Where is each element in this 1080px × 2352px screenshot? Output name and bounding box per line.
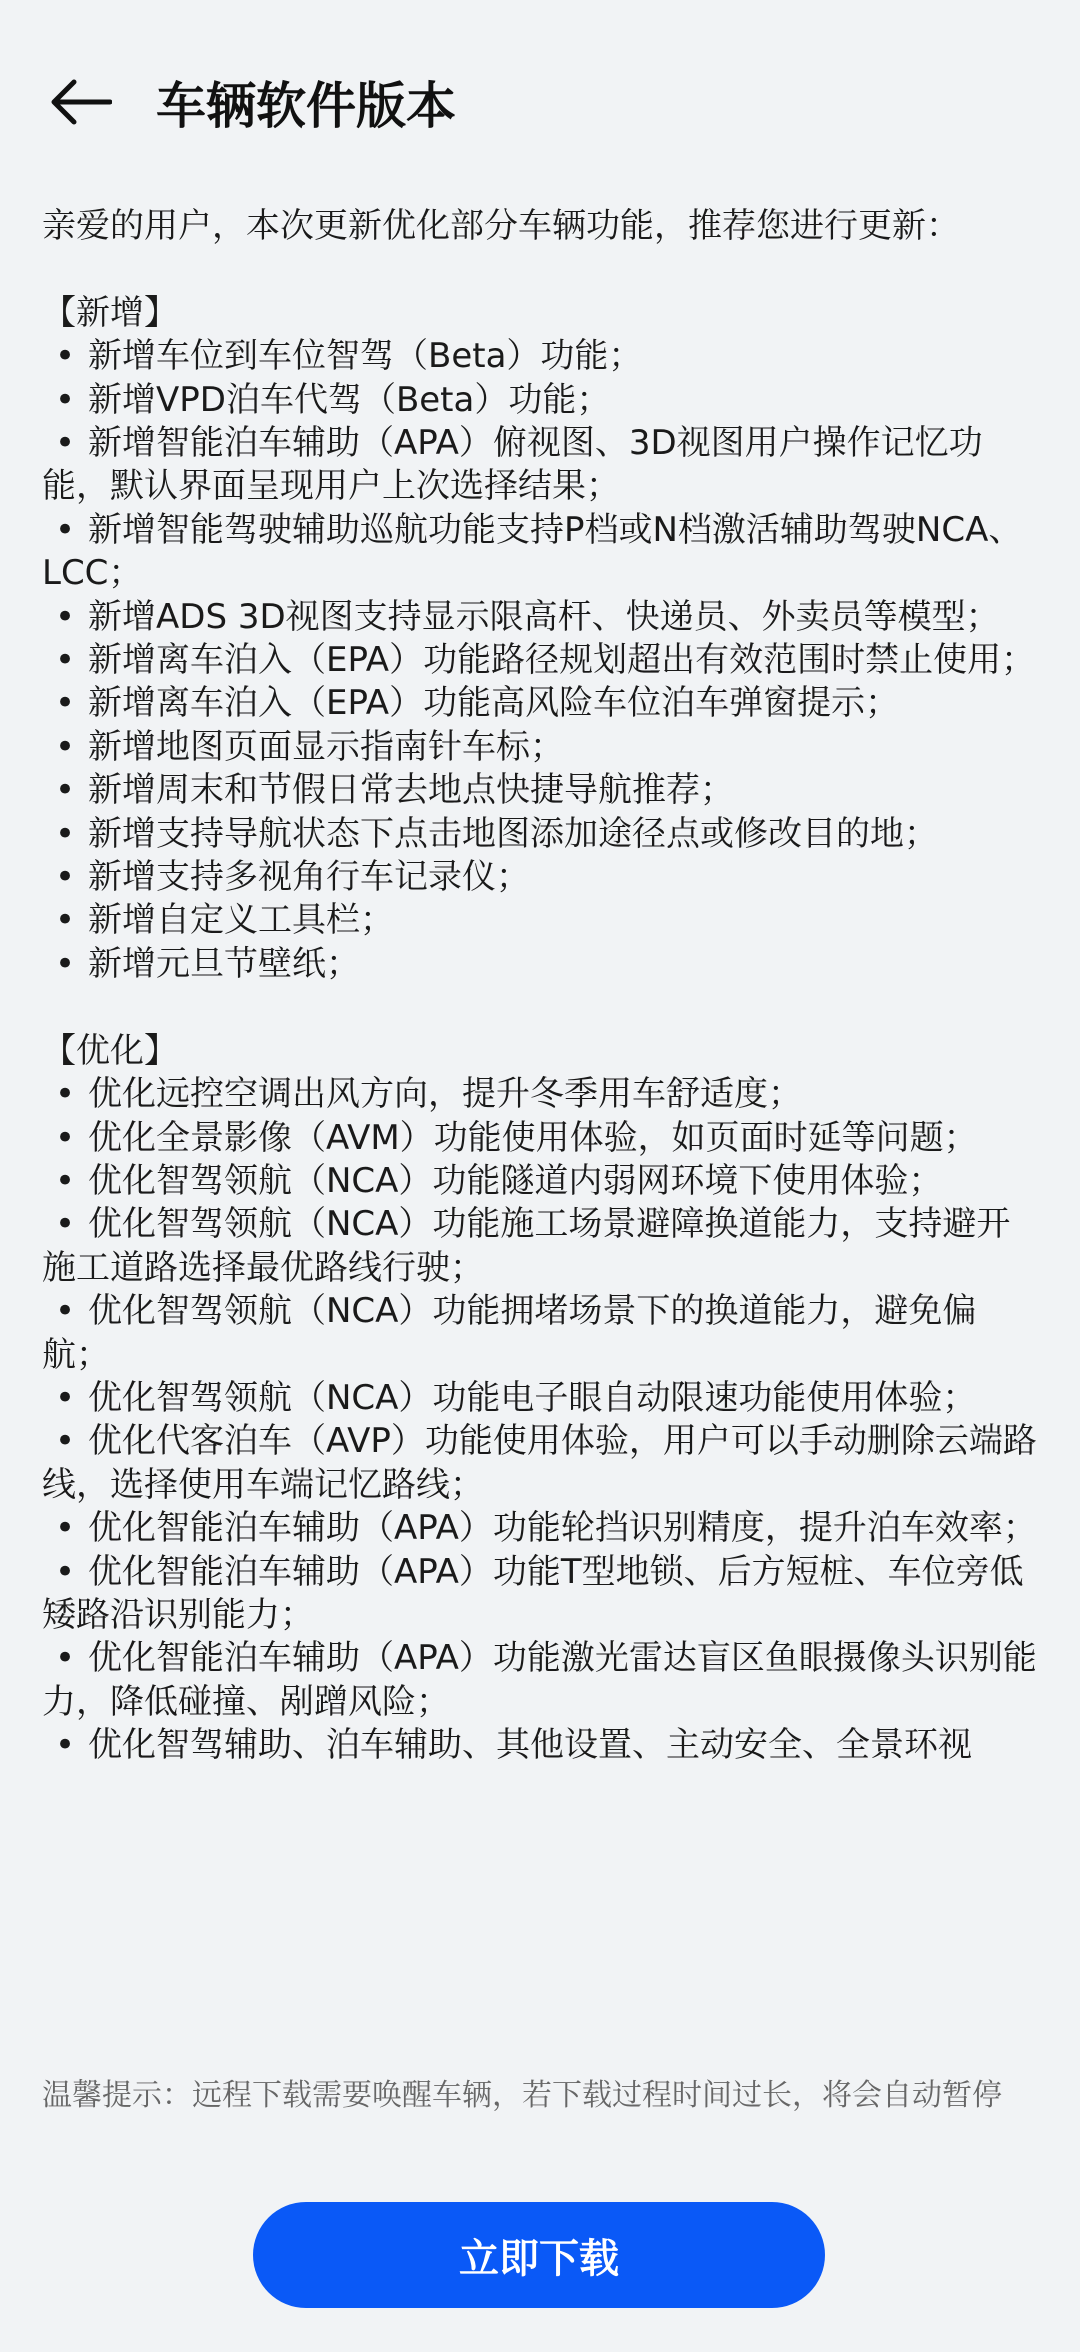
list-item: • 优化智驾领航（NCA）功能施工场景避障换道能力，支持避开施工道路选择最优路线行驶；: [42, 1204, 1011, 1288]
intro-text: 亲爱的用户，本次更新优化部分车辆功能，推荐您进行更新：: [42, 206, 960, 246]
list-item: • 优化远控空调出风方向，提升冬季用车舒适度；: [42, 1073, 1042, 1116]
back-button[interactable]: [40, 62, 120, 142]
bullet-icon: •: [54, 1074, 76, 1115]
bullet-icon: •: [54, 1377, 76, 1418]
bullet-icon: •: [54, 1204, 76, 1245]
bullet-icon: •: [54, 1160, 76, 1201]
list-item: • 新增元旦节壁纸；: [42, 943, 1042, 986]
list-item: • 新增智能泊车辅助（APA）俯视图、3D视图用户操作记忆功能，默认界面呈现用户上次选择结果；: [42, 423, 983, 507]
notice-text: 温馨提示：远程下载需要唤醒车辆，若下载过程时间过长，将会自动暂停: [42, 2078, 1002, 2113]
download-now-button[interactable]: 立即下载: [253, 2202, 825, 2308]
list-item: • 优化智驾领航（NCA）功能电子眼自动限速功能使用体验；: [42, 1377, 1042, 1420]
bullet-icon: •: [54, 1725, 76, 1766]
bullet-icon: •: [54, 379, 76, 420]
header-bar: [0, 0, 1080, 200]
section-optimize: [42, 1030, 1042, 1768]
list-item: • 新增智能驾驶辅助巡航功能支持P档或N档激活辅助驾驶NCA、LCC；: [42, 509, 1023, 594]
bullet-icon: •: [54, 813, 76, 854]
bullet-icon: •: [54, 336, 76, 377]
list-item: • 优化智驾领航（NCA）功能拥堵场景下的换道能力，避免偏航；: [42, 1291, 977, 1375]
bullet-icon: •: [54, 423, 76, 464]
list-item: • 新增支持导航状态下点击地图添加途径点或修改目的地；: [42, 813, 1042, 856]
list-item: • 新增地图页面显示指南针车标；: [42, 726, 1042, 769]
list-item: • 新增支持多视角行车记录仪；: [42, 856, 1042, 899]
list-item: • 优化智能泊车辅助（APA）功能激光雷达盲区鱼眼摄像头识别能力，降低碰撞、剐蹭风险；: [42, 1638, 1037, 1722]
bullet-icon: •: [54, 1421, 76, 1462]
list-item: • 新增车位到车位智驾（Beta）功能；: [42, 335, 1042, 378]
section-title: 【新增】: [42, 292, 178, 333]
page-title: 车辆软件版本: [156, 77, 456, 135]
list-item: • 新增VPD泊车代驾（Beta）功能；: [42, 379, 1042, 422]
release-notes[interactable]: [42, 205, 1042, 2035]
section-title: 【优化】: [42, 1030, 178, 1071]
bullet-icon: •: [54, 509, 76, 550]
list-item: • 优化全景影像（AVM）功能使用体验，如页面时延等问题；: [42, 1117, 1042, 1160]
arrow-left-icon: [48, 78, 112, 126]
list-item: • 新增离车泊入（EPA）功能路径规划超出有效范围时禁止使用；: [42, 639, 1042, 682]
list-item: • 新增自定义工具栏；: [42, 899, 1042, 942]
bullet-icon: •: [54, 857, 76, 898]
bullet-icon: •: [54, 596, 76, 637]
list-item: • 优化智能泊车辅助（APA）功能T型地锁、后方短桩、车位旁低矮路沿识别能力；: [42, 1551, 1024, 1635]
list-item: • 新增ADS 3D视图支持显示限高杆、快递员、外卖员等模型；: [42, 596, 1042, 639]
bullet-icon: •: [54, 683, 76, 724]
list-item: • 新增周末和节假日常去地点快捷导航推荐；: [42, 769, 1042, 812]
bullet-icon: •: [54, 1551, 76, 1592]
bullet-icon: •: [54, 1508, 76, 1549]
list-item: • 新增离车泊入（EPA）功能高风险车位泊车弹窗提示；: [42, 682, 1042, 725]
bullet-icon: •: [54, 770, 76, 811]
bullet-icon: •: [54, 900, 76, 941]
list-item: • 优化智能泊车辅助（APA）功能轮挡识别精度，提升泊车效率；: [42, 1507, 1042, 1550]
list-item: • 优化代客泊车（AVP）功能使用体验，用户可以手动删除云端路线，选择使用车端记忆路线；: [42, 1421, 1037, 1505]
bullet-icon: •: [54, 943, 76, 984]
bullet-icon: •: [54, 1291, 76, 1332]
section-new: [42, 292, 1042, 987]
bullet-icon: •: [54, 1638, 76, 1679]
bullet-icon: •: [54, 640, 76, 681]
bullet-icon: •: [54, 1117, 76, 1158]
bullet-icon: •: [54, 726, 76, 767]
list-item: • 优化智驾辅助、泊车辅助、其他设置、主动安全、全景环视: [42, 1724, 1042, 1767]
section-spacer: [42, 986, 1042, 1029]
list-item: • 优化智驾领航（NCA）功能隧道内弱网环境下使用体验；: [42, 1160, 1042, 1203]
